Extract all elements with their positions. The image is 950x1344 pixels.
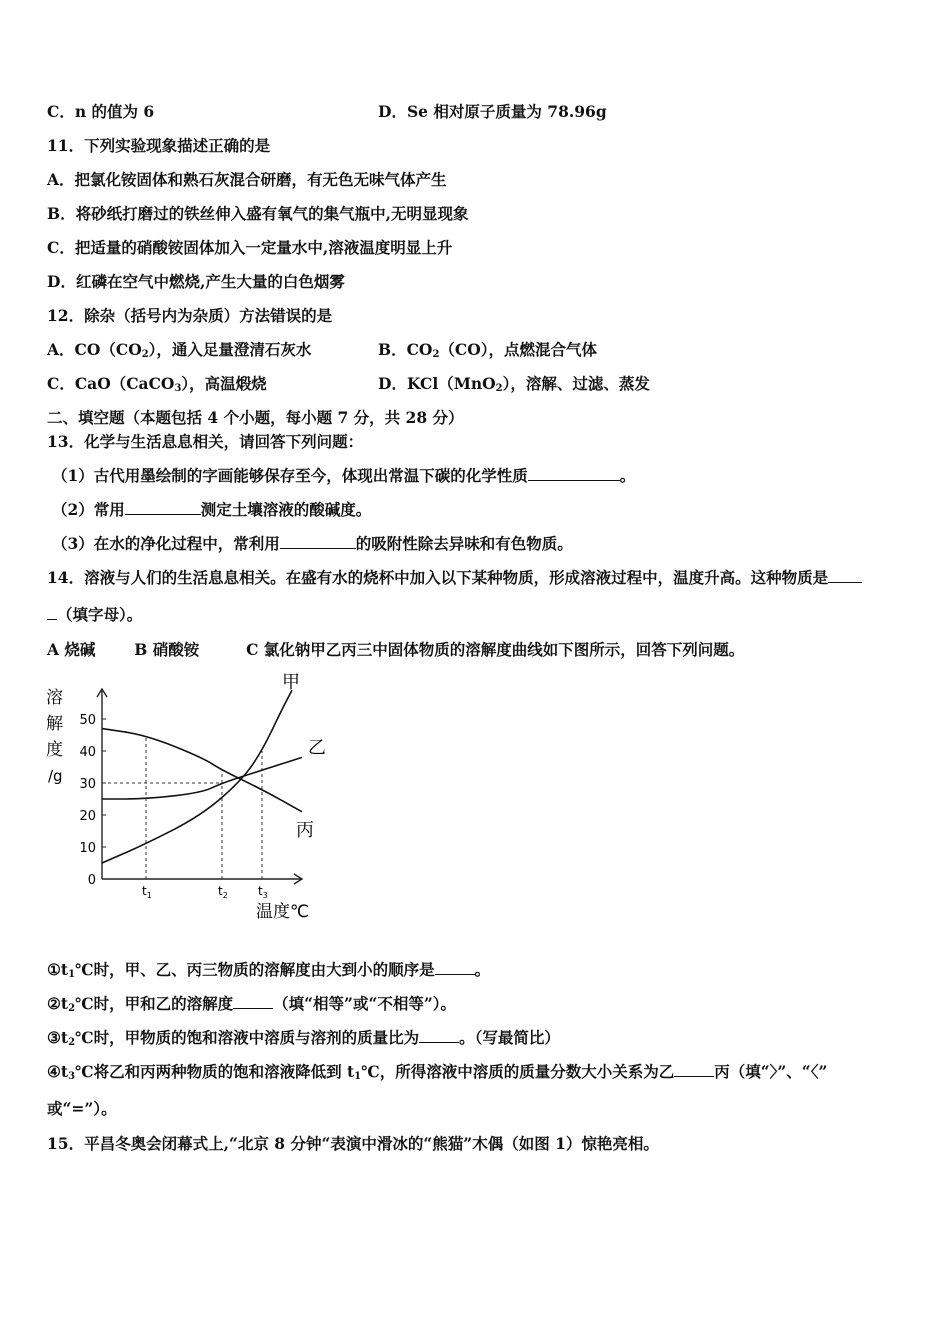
answer-blank[interactable] [828,568,862,583]
q14-line1 [47,568,862,588]
q12-b-text-end: （CO），点燃混合气体 [439,340,598,359]
y-tick-label: 20 [79,809,96,824]
q12-a-text: A．CO（CO [47,340,142,359]
q12-stem: 12．除杂（括号内为杂质）方法错误的是 [47,306,333,325]
q11-stem: 11．下列实验现象描述正确的是 [47,136,271,155]
q13-p1-text: （1）古代用墨绘制的字画能够保存至今，体现出常温下碳的化学性质 [52,466,528,485]
q13-p3-text: （3）在水的净化过程中，常利用 [52,534,280,553]
q14-option-c: C 氯化钠甲乙丙三中固体物质的溶解度曲线如下图所示，回答下列问题。 [246,640,745,659]
q10-option-c: C．n 的值为 6 [47,102,155,121]
q12-d-sub: 2 [495,383,503,394]
curve-yi [102,757,302,799]
q12-c-text-end: ），高温煅烧 [181,374,267,393]
q12-a-text-end: ），通入足量澄清石灰水 [148,340,312,359]
y-tick-label: 0 [87,873,96,888]
y-axis-label-1: 溶 [46,688,63,708]
q14-sub2 [47,994,456,1014]
q14-options [47,640,744,660]
q14-s1-text2: ℃时，甲、乙、丙三物质的溶解度由大到小的顺序是 [75,960,435,979]
x-tick-label: $t_1$ [142,884,152,900]
y-axis-label-3: 度 [46,740,63,760]
q12-option-d [378,374,650,394]
x-tick-label: $t_3$ [258,884,268,900]
q14-s4-text2: ℃将乙和丙两种物质的饱和溶液降低到 t [75,1062,355,1081]
q15-stem: 15．平昌冬奥会闭幕式上,“北京 8 分钟“表演中滑冰的“熊猫”木偶（如图 1）惊艳亮相。 [47,1134,659,1153]
q14-option-a: A 烧碱 [47,640,96,659]
y-tick-label: 30 [79,777,96,792]
q12-c-sub: 3 [174,383,182,394]
series-label-jia: 甲 [282,672,300,694]
q12-option-c [47,374,267,394]
q13-p1-end: 。 [619,466,636,485]
q11-option-a: A．把氯化铵固体和熟石灰混合研磨，有无色无味气体产生 [47,170,447,189]
answer-blank[interactable] [125,500,201,515]
q14-s2-text: ②t [47,994,69,1013]
q11-option-b: B．将砂纸打磨过的铁丝伸入盛有氧气的集气瓶中,无明显现象 [47,204,469,223]
q14-s4-sub: 3 [68,1071,76,1082]
q14-s1-sub: 1 [68,969,76,980]
q12-b-text: B．CO [378,340,433,359]
x-axis-label: 温度℃ [256,902,310,922]
q13-p3-end: 的吸附性除去异味和有色物质。 [355,534,573,553]
curve-jia [102,690,292,863]
q13-stem: 13．化学与生活息息相关，请回答下列问题： [47,432,364,451]
section-heading: 二、填空题（本题包括 4 个小题，每小题 7 分，共 28 分） [47,408,464,427]
answer-blank[interactable] [280,534,356,549]
q13-part3 [52,534,573,554]
q14-s3-text: ③t [47,1028,69,1047]
q12-b-sub: 2 [432,349,440,360]
y-axis-label-4: /g [48,767,63,785]
q14-s4-end: 丙（填“〉”、“〈” [714,1062,828,1081]
q13-part2 [52,500,371,520]
answer-blank[interactable] [435,960,475,975]
q12-d-text: D．KCl（MnO [378,374,496,393]
q14-sub1 [47,960,490,980]
q14-s3-text2: ℃时，甲物质的饱和溶液中溶质与溶剂的质量比为 [75,1028,420,1047]
q12-a-sub: 2 [141,349,149,360]
q14-s3-sub: 2 [68,1037,76,1048]
answer-blank[interactable] [674,1062,714,1077]
q14-s2-text2: ℃时，甲和乙的溶解度 [75,994,234,1013]
q14-s2-sub: 2 [68,1003,76,1014]
q14-stem: 14．溶液与人们的生活息息相关。在盛有水的烧杯中加入以下某种物质，形成溶液过程中，温度升高。这种物质是 [47,568,829,587]
series-label-yi: 乙 [308,737,326,759]
q12-d-text-end: ），溶解、过滤、蒸发 [502,374,650,393]
q14-s2-end: （填“相等”或“不相等”）。 [273,994,457,1013]
q14-s3-end: 。（写最简比） [459,1028,560,1047]
q11-option-d: D．红磷在空气中燃烧,产生大量的白色烟雾 [47,272,345,291]
q14-sub4-line2: 或“=”）。 [47,1099,117,1118]
q12-c-text: C．CaO（CaCO [47,374,175,393]
solubility-chart [40,672,340,923]
q13-p2-text: （2）常用 [52,500,125,519]
y-tick-label: 10 [79,841,96,856]
answer-blank[interactable] [47,605,57,620]
q11-option-c: C．把适量的硝酸铵固体加入一定量水中,溶液温度明显上升 [47,238,453,257]
q12-option-a [47,340,311,360]
q14-s4-text3: ℃，所得溶液中溶质的质量分数大小关系为乙 [361,1062,675,1081]
x-tick-label: $t_2$ [218,884,228,900]
q14-fill-hint: （填字母）。 [57,605,143,624]
y-axis-label-2: 解 [46,714,63,734]
answer-blank[interactable] [528,466,620,481]
series-label-bing: 丙 [296,819,314,841]
q12-option-b [378,340,597,360]
y-tick-label: 40 [79,745,96,760]
q14-s1-end: 。 [474,960,491,979]
q13-part1 [52,466,635,486]
q14-s1-text: ①t [47,960,69,979]
q14-line2 [47,605,142,625]
answer-blank[interactable] [419,1028,459,1043]
q14-sub4 [47,1062,827,1082]
answer-blank[interactable] [233,994,273,1009]
q14-option-b: B 硝酸铵 [134,640,200,659]
solubility-chart-svg [40,672,340,923]
y-tick-label: 50 [79,713,96,728]
q14-sub3 [47,1028,560,1048]
q14-s4-sub2: 1 [354,1071,362,1082]
q14-s4-text: ④t [47,1062,69,1081]
q13-p2-end: 测定土壤溶液的酸碱度。 [200,500,372,519]
q10-option-d: D．Se 相对原子质量为 78.96g [378,102,607,121]
